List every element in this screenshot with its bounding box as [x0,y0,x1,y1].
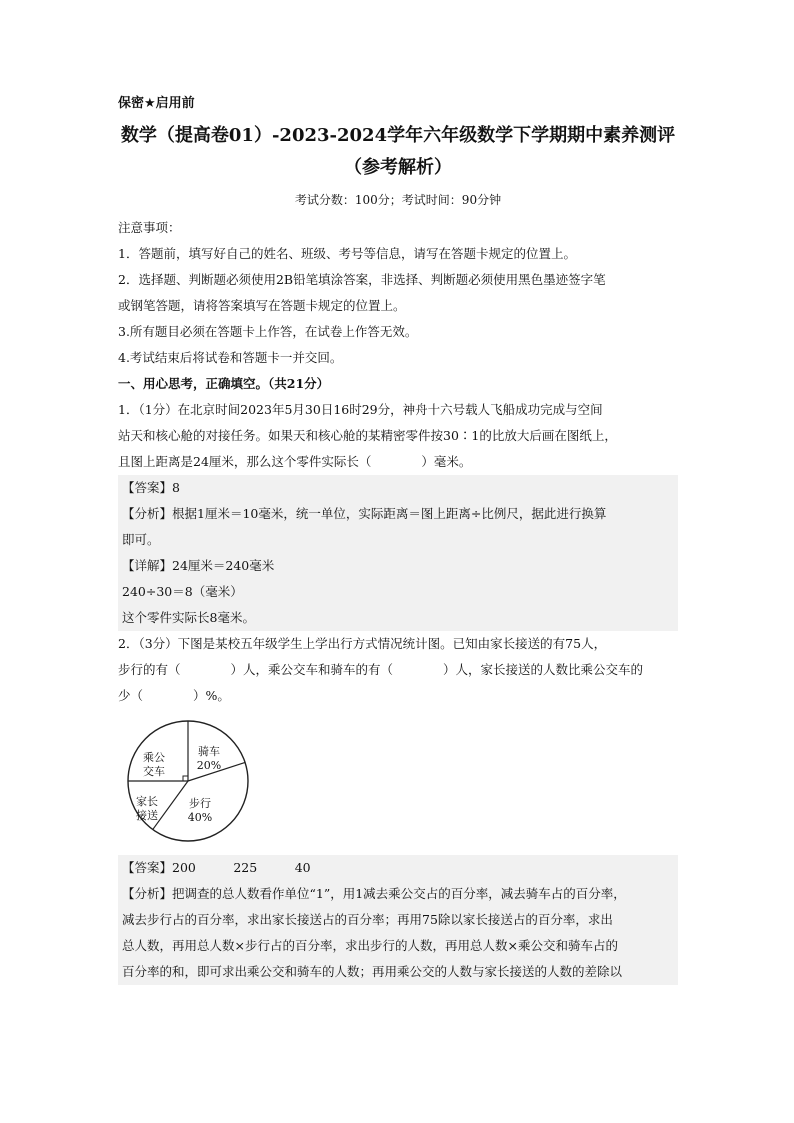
notice-item: 1．答题前，填写好自己的姓名、班级、考号等信息，请写在答题卡规定的位置上。 [118,246,576,261]
detail-line: 这个零件实际长8毫米。 [118,605,678,631]
question-2-line: 2．（3分）下图是某校五年级学生上学出行方式情况统计图。已知由家长接送的有75人， [118,636,607,651]
question-2-line: 步行的有（ ）人，乘公交车和骑车的有（ ）人，家长接送的人数比乘公交车的 [118,662,644,677]
analysis-line: 减去步行占的百分率，求出家长接送占的百分率；再用75除以家长接送占的百分率，求出 [118,907,678,933]
page-title: 数学（提高卷01）-2023-2024学年六年级数学下学期期中素养测评 [120,125,676,146]
question-1-line: 1．（1分）在北京时间2023年5月30日16时29分，神舟十六号载人飞船成功完成与空间 [118,402,603,417]
question-1-line: 站天和核心舱的对接任务。如果天和核心舱的某精密零件按30∶1的比放大后画在图纸上， [118,428,617,443]
pie-label-parent-text: 家长接送 [136,795,158,822]
exam-info: 考试分数：100分；考试时间：90分钟 [294,193,502,207]
pie-chart-svg [124,717,252,845]
answer-line: 【答案】8 [118,475,678,501]
pie-label-walk-value: 40% [187,811,213,824]
analysis-line: 百分率的和，即可求出乘公交和骑车的人数；再用乘公交的人数与家长接送的人数的差除以 [118,959,678,985]
question-1-line: 且图上距离是24厘米，那么这个零件实际长（ ）毫米。 [118,454,472,469]
pie-label-walk [180,797,220,825]
pie-label-bike [188,745,230,773]
notice-item: 或钢笔答题，请将答案填写在答题卡规定的位置上。 [118,298,406,313]
answer-line: 【答案】200 225 40 [118,855,678,881]
secret-mark: 保密★启用前 [118,96,195,111]
page-subtitle: （参考解析） [344,157,452,178]
pie-label-bus [136,751,172,779]
pie-label-bus-text: 乘公交车 [143,751,165,778]
analysis-line: 即可。 [118,527,678,553]
pie-label-parent [132,795,162,823]
question-2-line: 少（ ）%。 [118,688,230,703]
pie-label-bike-value: 20% [196,759,222,772]
question-1-solution [118,475,678,631]
notice-item: 3.所有题目必须在答题卡上作答，在试卷上作答无效。 [118,324,418,339]
notice-item: 2．选择题、判断题必须使用2B铅笔填涂答案，非选择、判断题必须使用黑色墨迹签字笔 [118,272,606,287]
pie-label-walk-text: 步行 [189,797,211,810]
pie-chart [124,717,252,845]
notice-heading: 注意事项： [118,220,181,235]
exam-page [118,92,678,985]
detail-line: 240÷30＝8（毫米） [118,579,678,605]
detail-line: 【详解】24厘米＝240毫米 [118,553,678,579]
analysis-line: 总人数，再用总人数×步行占的百分率，求出步行的人数，再用总人数×乘公交和骑车占的 [118,933,678,959]
analysis-line: 【分析】把调查的总人数看作单位“1”，用1减去乘公交占的百分率，减去骑车占的百分率， [118,881,678,907]
notice-item: 4.考试结束后将试卷和答题卡一并交回。 [118,350,343,365]
pie-label-bike-text: 骑车 [198,745,220,758]
question-2-solution [118,855,678,985]
analysis-line: 【分析】根据1厘米＝10毫米，统一单位，实际距离＝图上距离÷比例尺，据此进行换算 [118,501,678,527]
section-heading: 一、用心思考，正确填空。（共21分） [118,376,330,391]
